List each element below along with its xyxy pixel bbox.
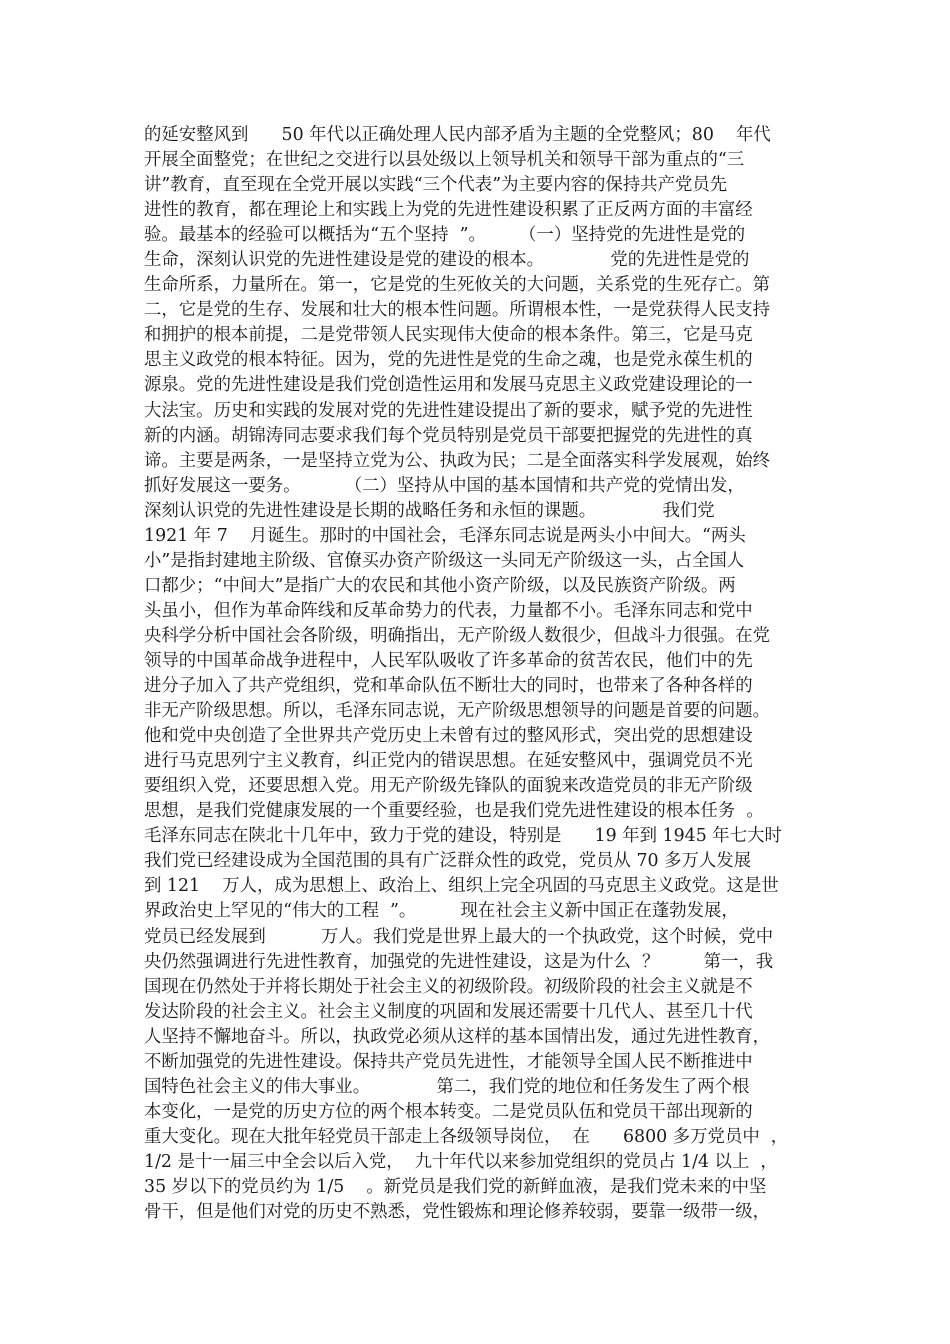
text-line: 和拥护的根本前提，二是党带领人民实现伟大使命的根本条件。第三，它是马克	[144, 325, 753, 346]
text-line: 毛泽东同志在陕北十几年中，致力于党的建设，特别是 19 年到 1945 年七大时	[144, 826, 782, 847]
text-line: 验。最基本的经验可以概括为“五个坚持 ”。 （一）坚持党的先进性是党的	[144, 225, 746, 246]
text-line: 口都少；“中间大”是指广大的农民和其他小资产阶级，以及民族资产阶级。两	[144, 575, 736, 596]
text-line: 进分子加入了共产党组织，党和革命队伍不断壮大的同时，也带来了各种各样的	[144, 676, 753, 697]
text-line: 谛。主要是两条，一是坚持立党为公、执政为民；二是全面落实科学发展观，始终	[144, 450, 771, 471]
text-line: 央科学分析中国社会各阶级，明确指出，无产阶级人数很少，但战斗力很强。在党	[144, 625, 771, 646]
text-line: 1/2 是十一届三中全会以后入党， 九十年代以来参加党组织的党员占 1/4 以上 ，	[144, 1151, 778, 1172]
text-line: 抓好发展这一要务。 （二）坚持从中国的基本国情和共产党的党情出发，	[144, 475, 745, 496]
text-line: 我们党已经建设成为全国范围的具有广泛群众性的政党，党员从 70 多万人发展	[144, 851, 752, 872]
text-line: 1921 年 7 月诞生。那时的中国社会，毛泽东同志说是两头小中间大。“两头	[144, 525, 746, 546]
text-line: 生命，深刻认识党的先进性建设是党的建设的根本。 党的先进性是党的	[144, 250, 750, 271]
text-line: 开展全面整党；在世纪之交进行以县处级以上领导机关和领导干部为重点的“三	[144, 150, 745, 171]
body-text	[144, 123, 814, 1225]
text-line: 思主义政党的根本特征。因为，党的先进性是党的生命之魂，也是党永葆生机的	[144, 350, 753, 371]
text-line: 头虽小，但作为革命阵线和反革命势力的代表，力量都不小。毛泽东同志和党中	[144, 600, 753, 621]
text-line: 不断加强党的先进性建设。保持共产党员先进性，才能领导全国人民不断推进中	[144, 1051, 753, 1072]
text-line: 骨干，但是他们对党的历史不熟悉，党性锻炼和理论修养较弱，要靠一级带一级，	[144, 1202, 771, 1223]
text-line: 的延安整风到 50 年代以正确处理人民内部矛盾为主题的全党整风；80 年代	[144, 125, 771, 145]
text-line: 领导的中国革命战争进程中，人民军队吸收了许多革命的贫苦农民，他们中的先	[144, 650, 753, 671]
text-line: 大法宝。历史和实践的发展对党的先进性建设提出了新的要求，赋予党的先进性	[144, 400, 753, 421]
text-line: 央仍然强调进行先进性教育，加强党的先进性建设，这是为什么 ？ 第一，我	[144, 951, 774, 972]
text-line: 深刻认识党的先进性建设是长期的战略任务和永恒的课题。 我们党	[144, 500, 715, 521]
text-line: 国特色社会主义的伟大事业。 第二，我们党的地位和任务发生了两个根	[144, 1076, 750, 1097]
text-line: 生命所系，力量所在。第一，它是党的生死攸关的大问题，关系党的生死存亡。第	[144, 275, 771, 296]
text-line: 到 121 万人，成为思想上、政治上、组织上完全巩固的马克思主义政党。这是世	[144, 876, 779, 897]
text-line: 发达阶段的社会主义。社会主义制度的巩固和发展还需要十几代人、甚至几十代	[144, 1001, 753, 1022]
text-line: 人坚持不懈地奋斗。所以，执政党必须从这样的基本国情出发，通过先进性教育，	[144, 1026, 771, 1047]
text-line: 小”是指封建地主阶级、官僚买办资产阶级这一头同无产阶级这一头，占全国人	[144, 550, 745, 571]
text-line: 新的内涵。胡锦涛同志要求我们每个党员特别是党员干部要把握党的先进性的真	[144, 425, 753, 446]
text-line: 二，它是党的生存、发展和壮大的根本性问题。所谓根本性，一是党获得人民支持	[144, 300, 771, 321]
text-line: 非无产阶级思想。所以，毛泽东同志说，无产阶级思想领导的问题是首要的问题。	[144, 701, 771, 722]
text-line: 讲”教育，直至现在全党开展以实践“三个代表”为主要内容的保持共产党员先	[144, 175, 728, 196]
text-line: 国现在仍然处于并将长期处于社会主义的初级阶段。初级阶段的社会主义就是不	[144, 976, 753, 997]
text-line: 他和党中央创造了全世界共产党历史上未曾有过的整风形式，突出党的思想建设	[144, 726, 753, 747]
text-line: 界政治史上罕见的“伟大的工程 ”。 现在社会主义新中国正在蓬勃发展，	[144, 901, 739, 922]
text-line: 源泉。党的先进性建设是我们党创造性运用和发展马克思主义政党建设理论的一	[144, 375, 753, 396]
text-line: 进性的教育，都在理论上和实践上为党的先进性建设积累了正反两方面的丰富经	[144, 200, 753, 221]
text-line: 重大变化。现在大批年轻党员干部走上各级领导岗位， 在 6800 多万党员中 ，	[144, 1126, 789, 1147]
text-line: 进行马克思列宁主义教育，纠正党内的错误思想。在延安整风中，强调党员不光	[144, 751, 753, 772]
text-line: 本变化，一是党的历史方位的两个根本转变。二是党员队伍和党员干部出现新的	[144, 1101, 753, 1122]
text-line: 35 岁以下的党员约为 1/5 。新党员是我们党的新鲜血液，是我们党未来的中坚	[144, 1176, 767, 1197]
text-line: 党员已经发展到 万人。我们党是世界上最大的一个执政党，这个时候，党中	[144, 926, 774, 947]
text-line: 思想，是我们党健康发展的一个重要经验，也是我们党先进性建设的根本任务 。	[144, 801, 764, 822]
text-line: 要组织入党，还要思想入党。用无产阶级先锋队的面貌来改造党员的非无产阶级	[144, 776, 753, 797]
